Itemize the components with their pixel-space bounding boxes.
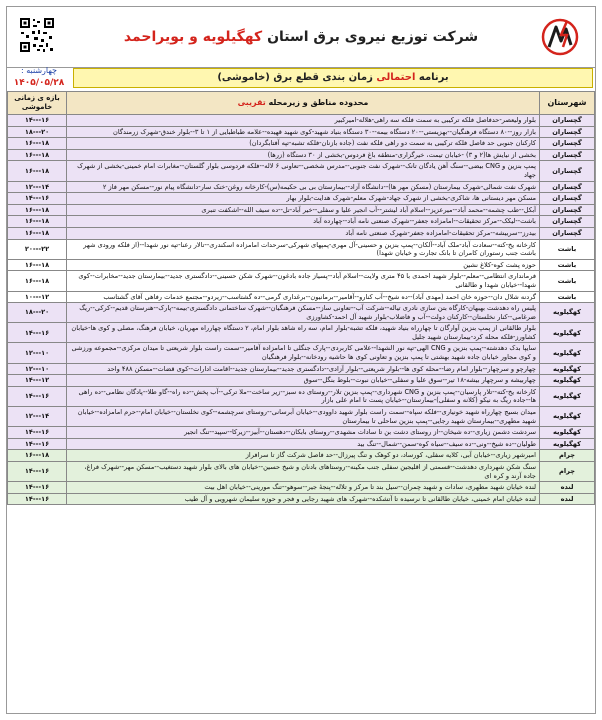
time-cell: ۱۶---۱۸ <box>8 259 67 271</box>
city-cell: لنده <box>540 493 595 505</box>
header-area <box>67 92 540 115</box>
area-cell: بازار روز--۸۰ دستگاه فرهنگیان--بهزیستی--۲۰ دستگاه بیمه--۳۰ دستگاه بنیاد شهید-کوی شهید قهیده--علامه طباطبایی از ۱ تا ۳--بلوار خندق-شهرک زرمندگان <box>67 126 540 138</box>
header-area-highlight: تقریبی <box>237 97 266 107</box>
province-name: کهگیلویه و بویراحمد <box>123 29 263 45</box>
table-row <box>8 138 595 150</box>
city-cell: کهگیلویه <box>540 363 595 375</box>
table-row <box>8 193 595 205</box>
weekday-label: چهارشنبه : <box>21 66 57 75</box>
time-cell: ۱۶---۱۸ <box>8 161 67 181</box>
schedule-page <box>6 6 596 714</box>
area-cell: فرمانداری انتظامی--معلم--بلوار شهید احمدی با ۴۵ متری ولایت--اسلام آباد--پسیاز جاده بادغون--شهرک شکن حسینی--دادگستری جدید--بیمارستان جدید--مخابرات--کوی شهدا--خیابان شهدا و طالقانی <box>67 271 540 291</box>
city-cell: کهگیلویه <box>540 386 595 406</box>
city-cell: گچساران <box>540 138 595 150</box>
city-cell: گچساران <box>540 181 595 193</box>
time-cell: ۱۶---۱۸ <box>8 450 67 462</box>
time-cell: ۱۰---۱۲ <box>8 291 67 303</box>
time-cell: ۱۶---۱۸ <box>8 216 67 228</box>
program-banner <box>73 68 593 88</box>
program-prefix: برنامه <box>418 72 449 83</box>
city-cell: باشت <box>540 239 595 259</box>
area-cell: بخشی از نیایش ها(۲ و ۳) -خیابان تیمت، خیرگزاری-منطقه باغ فردوس-بخشی از ۳۰ دستگاه (زرها) <box>67 149 540 161</box>
city-cell: کهگیلویه <box>540 343 595 363</box>
time-cell: ۱۴---۱۶ <box>8 115 67 127</box>
area-cell: بلوار ولیعصر-حدفاصل فلکه ترکیبی به سمت فلکه سه راهی-هلاله-امیرکبیر <box>67 115 540 127</box>
program-suffix: زمان بندی قطع برق (خاموشی) <box>217 72 373 83</box>
company-title <box>77 29 525 45</box>
table-row <box>8 323 595 343</box>
time-cell: ۱۴---۱۶ <box>8 323 67 343</box>
company-prefix: شرکت توزیع نیروی برق استان <box>267 29 479 45</box>
table-row <box>8 239 595 259</box>
table-row <box>8 343 595 363</box>
table-row <box>8 450 595 462</box>
area-cell: کارخانه یخ-کته--تلار پارسیان--پمپ بنزین و CNG شهرداری--پمپ بنزین تلار--روستای ده سبز--زیر ساخت--ملا ترکی--آب پخش--ده راه--گاو طلا--پادگان نظامی--ده راهی ها--جاده ریگ به نیکو (کلانه و سفلی)-بیمارستان--خیابان پست تا امام علی بازار <box>67 386 540 406</box>
area-cell: آبکل--طب چشمه--محمد آباد--میرعزیز--اسلام آباد لیشتر--آب انجیر علیا و سفلی--خیر آباد-تل--ده سیف الله--اشکفت تنبری <box>67 204 540 216</box>
table-row <box>8 493 595 505</box>
time-cell: ۱۶---۱۸ <box>8 227 67 239</box>
time-cell: ۱۴---۱۶ <box>8 482 67 494</box>
area-cell: چهاربیشه و سرچهار بیشه-۱۸ تیر--سوق علیا و سفلی--خیابان نبوت--بلوط بنگل--سوق <box>67 375 540 387</box>
city-cell: گچساران <box>540 149 595 161</box>
area-cell: میدان بسیج چهارراه شهید خونیاری--فلکه سپاه--سمت راست بلوار شهید داوودی--خیابان آبرسانی--روستای سرچشمه--کوی نخلستان--خیابان امام--حرم امامزاده--خیابان شهید مطهری--بیمارستان شهید رجایی--پمپ بنزین ساحلی تا بیمارستان <box>67 407 540 427</box>
time-cell: ۱۴---۱۶ <box>8 493 67 505</box>
area-cell: حوزه پشت کوه-کلاغ نشین <box>67 259 540 271</box>
table-row <box>8 375 595 387</box>
area-cell: کارخانه یخ-کته--سعادت آباد-ملک آباد--آلکان--پمپ بنزین و حسینی-آل مهری-پمپهای شهرکی-سرحدات امامزاده اسکندری--تالار رعنا-تپه نور شهدا--(از فلکه ورودی شهر باشت جنب رستوران کامران تا بانک تجارت و خیابان شهدا) <box>67 239 540 259</box>
time-cell: ۱۴---۱۶ <box>8 427 67 439</box>
header-area-prefix: محدوده مناطق و زیرمحله <box>268 97 369 107</box>
city-cell: گچساران <box>540 115 595 127</box>
table-row <box>8 438 595 450</box>
date-box <box>9 65 69 91</box>
page-header <box>7 7 595 68</box>
city-cell: باشت <box>540 291 595 303</box>
time-cell: ۱۶---۱۸ <box>8 138 67 150</box>
city-cell: باشت <box>540 259 595 271</box>
outage-table <box>7 91 595 505</box>
table-row <box>8 386 595 406</box>
table-row <box>8 363 595 375</box>
table-row <box>8 271 595 291</box>
city-cell: گچساران <box>540 216 595 228</box>
city-cell: کهگیلویه <box>540 438 595 450</box>
date-value: ۱۴۰۵/۰۵/۲۸ <box>13 78 65 88</box>
city-cell: گچساران <box>540 193 595 205</box>
program-highlight: احتمالی <box>376 72 416 83</box>
table-row <box>8 407 595 427</box>
header-time: بازه ی زمانی خاموشی <box>8 92 67 115</box>
table-row <box>8 149 595 161</box>
city-cell: کهگیلویه <box>540 323 595 343</box>
area-cell: سایپا بدک دهدشته--پمپ بنزین و CNG الهی-تپه نور الشهدا--علامی کاربردی--پارک جنگلی تا امامزاده آقامیر--سمت راست بلوار شریعتی تا میدان مرکزی--مجموعه ورزشی و کوی مجاور خیابان جاده شهید بهشتی تا پمپ بنزین و تعاونی کوی ها حاشیه رودخانه--بلوار فرهنگیان <box>67 343 540 363</box>
area-cell: بلوار طالقانی از پمپ بنزین آوارگان تا چهارراه بنیاد شهید، فلکه تشبه-بلوار امام، سه راه شاهد بلوار امام، ۲ دستگاه چهارراه مهریان، خیابان فرهنگ، مصلی و کوی ها-خیابان کشاورز-فلکه محله کرد-بیمارستان شهید جلیل <box>67 323 540 343</box>
table-row <box>8 427 595 439</box>
table-row <box>8 181 595 193</box>
area-cell: پلیس راه دهدشت بهبهان-کارگاه بتن سازی نادری تیاله--شرکت آب--تعاونی ساز--مسکن فرهنگیان--شهرک ساختمانی دادگستری-بیمه--پارک--هنرستان قدیم--کرکی--ریگ ضرغامی--کنار نخلستان--کارکنان دولت--آب و فاضلاب-بلوار شهید آل احمد-کشاورزی <box>67 303 540 323</box>
time-cell: ۲۰---۲۲ <box>8 239 67 259</box>
area-cell: کارکنان جنوبی حد فاصل فلکه ترکیبی به سمت دو راهی فلکه نفت (جاده بازنان-فلکه تشبه-تپه آفتابگردان) <box>67 138 540 150</box>
city-cell: گچساران <box>540 227 595 239</box>
time-cell: ۱۴---۱۶ <box>8 193 67 205</box>
table-row <box>8 115 595 127</box>
city-cell: گچساران <box>540 204 595 216</box>
city-cell: کهگیلویه <box>540 375 595 387</box>
time-cell: ۱۲---۱۰ <box>8 343 67 363</box>
area-cell: چهارچو و سرچهار--بلوار امام رضا--محله کوی ها--بلوار شریعتی--بلوار آزادی--دادگستری جدید--بیمارستان جدید--اقامت ادارات--کوی قضات--مسکن ۴۸۸ واحد <box>67 363 540 375</box>
city-cell: چرام <box>540 462 595 482</box>
city-cell: لنده <box>540 482 595 494</box>
header-city: شهرستان <box>540 92 595 115</box>
area-cell: شهرک نفت شمالی-شهرک بیمارستان (مسکن مهر ها)--دانشگاه آزاد--بیمارستان بی بی حکیمه(س)-کارخانه روغن-خنک سار-دانشگاه پیام نور--مسکن مهر فاز ۲ <box>67 181 540 193</box>
area-cell: امیرشهر زیاری--خیابان آبی، کلایه سفلی، کورساد، دو کوهک و تنگ پیرزال--حد فاصل شرکت گاز تا سرافراز <box>67 450 540 462</box>
qr-code-icon <box>19 17 55 53</box>
table-row <box>8 126 595 138</box>
city-cell: چرام <box>540 450 595 462</box>
time-cell: ۱۸---۲۰ <box>8 303 67 323</box>
time-cell: ۱۶---۱۸ <box>8 204 67 216</box>
time-cell: ۱۲---۱۴ <box>8 407 67 427</box>
city-cell: گچساران <box>540 161 595 181</box>
table-row <box>8 161 595 181</box>
time-cell: ۱۲---۱۴ <box>8 181 67 193</box>
area-cell: لنده خیابان امام خمینی، خیابان طالقانی تا نرسیده تا آتشکده--شهرک های شهید رجایی و فجر و حوزه سلیمان شهرویی و آل طیب <box>67 493 540 505</box>
table-row <box>8 303 595 323</box>
area-cell: بیدرز--سربیشه--مرکز تحقیقات-امامزاده جعفر-شهرک صنعتی نامه آباد <box>67 227 540 239</box>
table-row <box>8 462 595 482</box>
city-cell: گچساران <box>540 126 595 138</box>
time-cell: ۱۶---۱۸ <box>8 149 67 161</box>
area-cell: باشت--لیکک--مرکز تحقیقات--امامزاده جعفر--شهرک صنعتی نامه آباد--چهارده آباد <box>67 216 540 228</box>
area-cell: طولیان--ده شیخ--ونی--ده سیف--سیاه کوه-سمن--شمال--تنگ بید <box>67 438 540 450</box>
power-company-logo-icon <box>537 17 583 57</box>
table-row <box>8 216 595 228</box>
table-body <box>8 115 595 505</box>
area-cell: پمپ بنزین و CNG بیضی--سنگ آهن یادگان تانک--شهرک نفت جنوبی--مدرس شخصی--تعاونی ۶ لاله--فلکه فردوسی بلوار گلستان--مغابرات امام خمینی-بخشی از شهرک جهاد <box>67 161 540 181</box>
time-cell: ۱۴---۱۶ <box>8 438 67 450</box>
area-cell: سردشت دشمن زیاری--ده شیخان--از روستای دشت بن تا سادات مشهدی--روستای بابکان--دهستان--آبیز--زیرکا--سپید--تنگ انجیر <box>67 427 540 439</box>
time-cell: ۱۸---۲۰ <box>8 126 67 138</box>
city-cell: کهگیلویه <box>540 407 595 427</box>
time-cell: ۱۶---۱۸ <box>8 271 67 291</box>
time-cell: ۱۴---۱۶ <box>8 462 67 482</box>
city-cell: باشت <box>540 271 595 291</box>
table-row <box>8 227 595 239</box>
table-header-row <box>8 92 595 115</box>
time-cell: ۱۴---۱۶ <box>8 386 67 406</box>
time-cell: ۱۴---۱۲ <box>8 375 67 387</box>
table-row <box>8 259 595 271</box>
area-cell: گردنه شلال دان--حوزه خان احمد (مهدی آباد)--ده شیخ--آب کنارو--آقامیر--برمانیون--برغداری گرمی--ده گشتاسب--زیردو--مجتمع خدمات رفاهی آقای گشتاسب <box>67 291 540 303</box>
time-cell: ۱۲---۱۰ <box>8 363 67 375</box>
city-cell: کهگیلویه <box>540 303 595 323</box>
city-cell: کهگیلویه <box>540 427 595 439</box>
area-cell: سنگ شکن شهرداری دهدشت--قسمتی از اقلیجین سفلی جنب مکینه--روستاهای بادنان و شیخ حسین--خیابان های بالای بلوار شهید دستغیب--مسکن مهر--شهرک فراغ، جاده آرند و کره ای <box>67 462 540 482</box>
table-row <box>8 482 595 494</box>
area-cell: لنده خیابان شهید مطهری، سادات و شهید چمران--سیل بند تا مرکز و تلاله--پنجهٔ جیر--سوهو--تنگ مورینی--خیابان اهل بیت <box>67 482 540 494</box>
table-row <box>8 204 595 216</box>
area-cell: مسکن مهر دیستانی ها، شاکری-بخشی از شهرک جهاد-شهرک معلم-شهرک هدایت-بلوار بهار <box>67 193 540 205</box>
table-row <box>8 291 595 303</box>
